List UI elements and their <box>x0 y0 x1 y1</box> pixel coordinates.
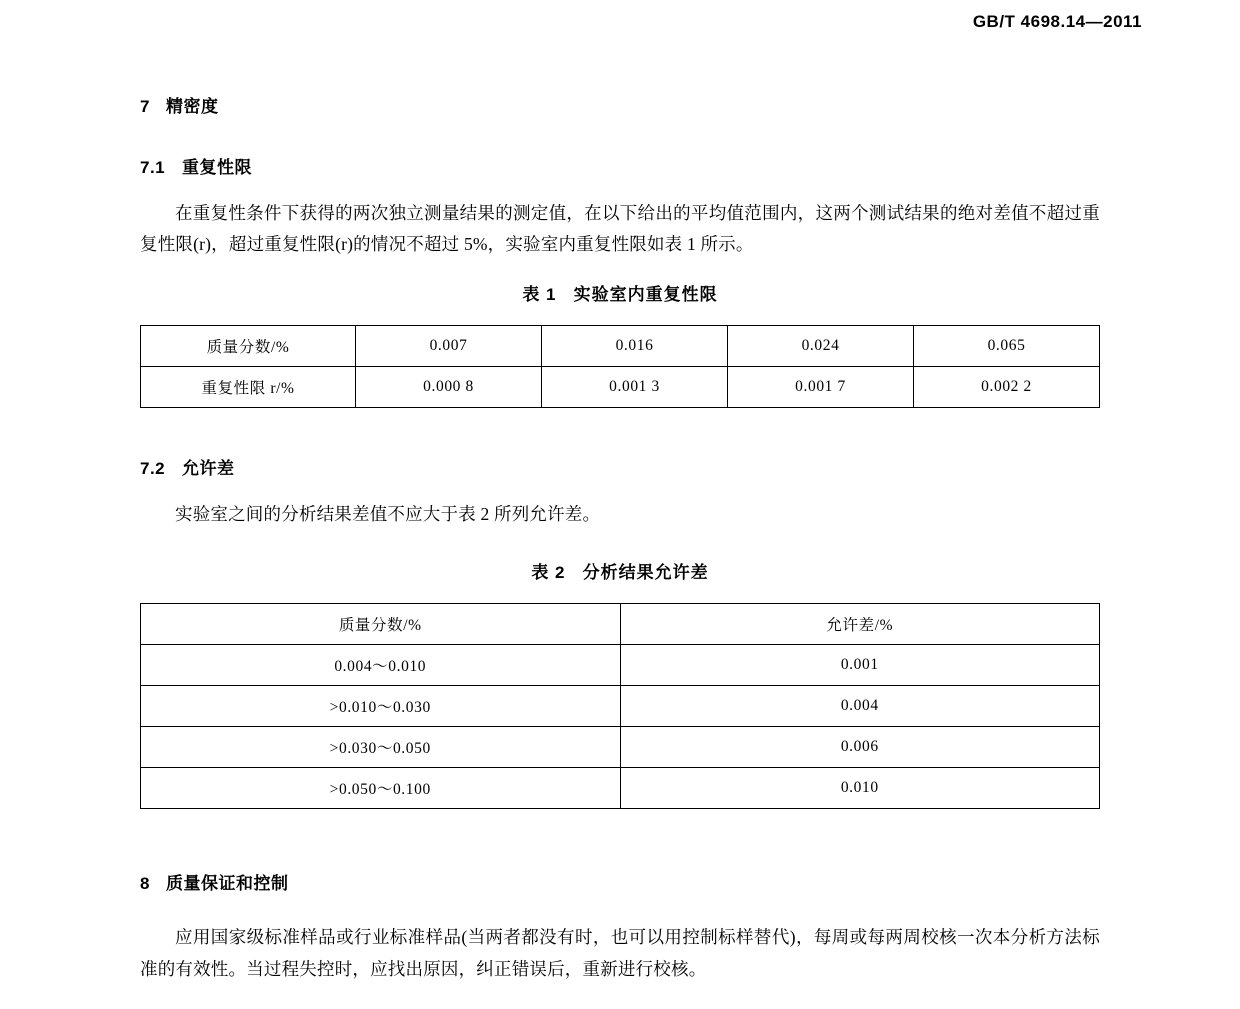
clause-7-number: 7 <box>140 97 150 116</box>
paragraph-8: 应用国家级标准样品或行业标准样品(当两者都没有时，也可以用控制标样替代)，每周或每两周校核一次本分析方法标准的有效性。当过程失控时，应找出原因，纠正错误后，重新进行校核。 <box>140 927 1100 979</box>
table-1-cell-1-3: 0.002 2 <box>914 367 1100 408</box>
table-1-cell-0-3: 0.065 <box>914 326 1100 367</box>
table-2-cell-1-0: >0.010～0.030 <box>141 686 621 727</box>
table-1-cell-1-0: 0.000 8 <box>356 367 542 408</box>
table-2-caption-label: 表 2 <box>531 563 566 583</box>
table-row <box>141 686 1100 727</box>
table-2-cell-2-1: 0.006 <box>620 727 1100 768</box>
document-content <box>140 92 1100 985</box>
table-1-cell-1-1: 0.001 3 <box>542 367 728 408</box>
table-1-caption-title: 实验室内重复性限 <box>573 285 718 305</box>
table-row <box>141 645 1100 686</box>
table-1-cell-0-1: 0.016 <box>542 326 728 367</box>
table-1-row-0-header: 质量分数/% <box>141 326 356 367</box>
table-1-cell-0-0: 0.007 <box>356 326 542 367</box>
table-row <box>141 367 1100 408</box>
clause-7-title: 精密度 <box>166 97 219 116</box>
heading-clause-7-1 <box>140 153 1100 178</box>
table-2-caption <box>140 558 1100 583</box>
table-2-cell-1-1: 0.004 <box>620 686 1100 727</box>
table-1-caption <box>140 280 1100 305</box>
table-2-col-header-0: 质量分数/% <box>141 604 621 645</box>
heading-clause-7 <box>140 92 1100 117</box>
table-1-cell-0-2: 0.024 <box>728 326 914 367</box>
table-2-caption-title: 分析结果允许差 <box>582 563 709 583</box>
clause-8-title: 质量保证和控制 <box>166 874 289 894</box>
table-2-cell-0-1: 0.001 <box>620 645 1100 686</box>
table-1 <box>140 325 1100 408</box>
clause-7-2-number: 7.2 <box>140 459 166 479</box>
table-row <box>141 326 1100 367</box>
clause-8-number: 8 <box>140 874 150 894</box>
paragraph-7-1: 在重复性条件下获得的两次独立测量结果的测定值，在以下给出的平均值范围内，这两个测试结果的绝对差值不超过重复性限(r)，超过重复性限(r)的情况不超过 5%，实验室内重复性限如表 1 所示。 <box>140 203 1100 255</box>
table-row <box>141 727 1100 768</box>
table-2-cell-3-0: >0.050～0.100 <box>141 768 621 809</box>
table-2-cell-2-0: >0.030～0.050 <box>141 727 621 768</box>
paragraph-7-2: 实验室之间的分析结果差值不应大于表 2 所列允许差。 <box>175 504 601 525</box>
table-row <box>141 768 1100 809</box>
page-header-standard-number: GB/T 4698.14—2011 <box>972 12 1142 31</box>
table-2-cell-0-0: 0.004～0.010 <box>141 645 621 686</box>
table-2-cell-3-1: 0.010 <box>620 768 1100 809</box>
table-2-col-header-1: 允许差/% <box>620 604 1100 645</box>
table-2 <box>140 603 1100 809</box>
clause-7-1-number: 7.1 <box>140 158 166 177</box>
heading-clause-7-2 <box>140 454 1100 479</box>
table-1-cell-1-2: 0.001 7 <box>728 367 914 408</box>
table-header-row <box>141 604 1100 645</box>
table-1-row-1-header: 重复性限 r/% <box>141 367 356 408</box>
table-1-caption-label: 表 1 <box>522 285 557 305</box>
clause-7-1-title: 重复性限 <box>182 158 252 177</box>
heading-clause-8 <box>140 869 1100 894</box>
clause-7-2-title: 允许差 <box>182 459 235 479</box>
